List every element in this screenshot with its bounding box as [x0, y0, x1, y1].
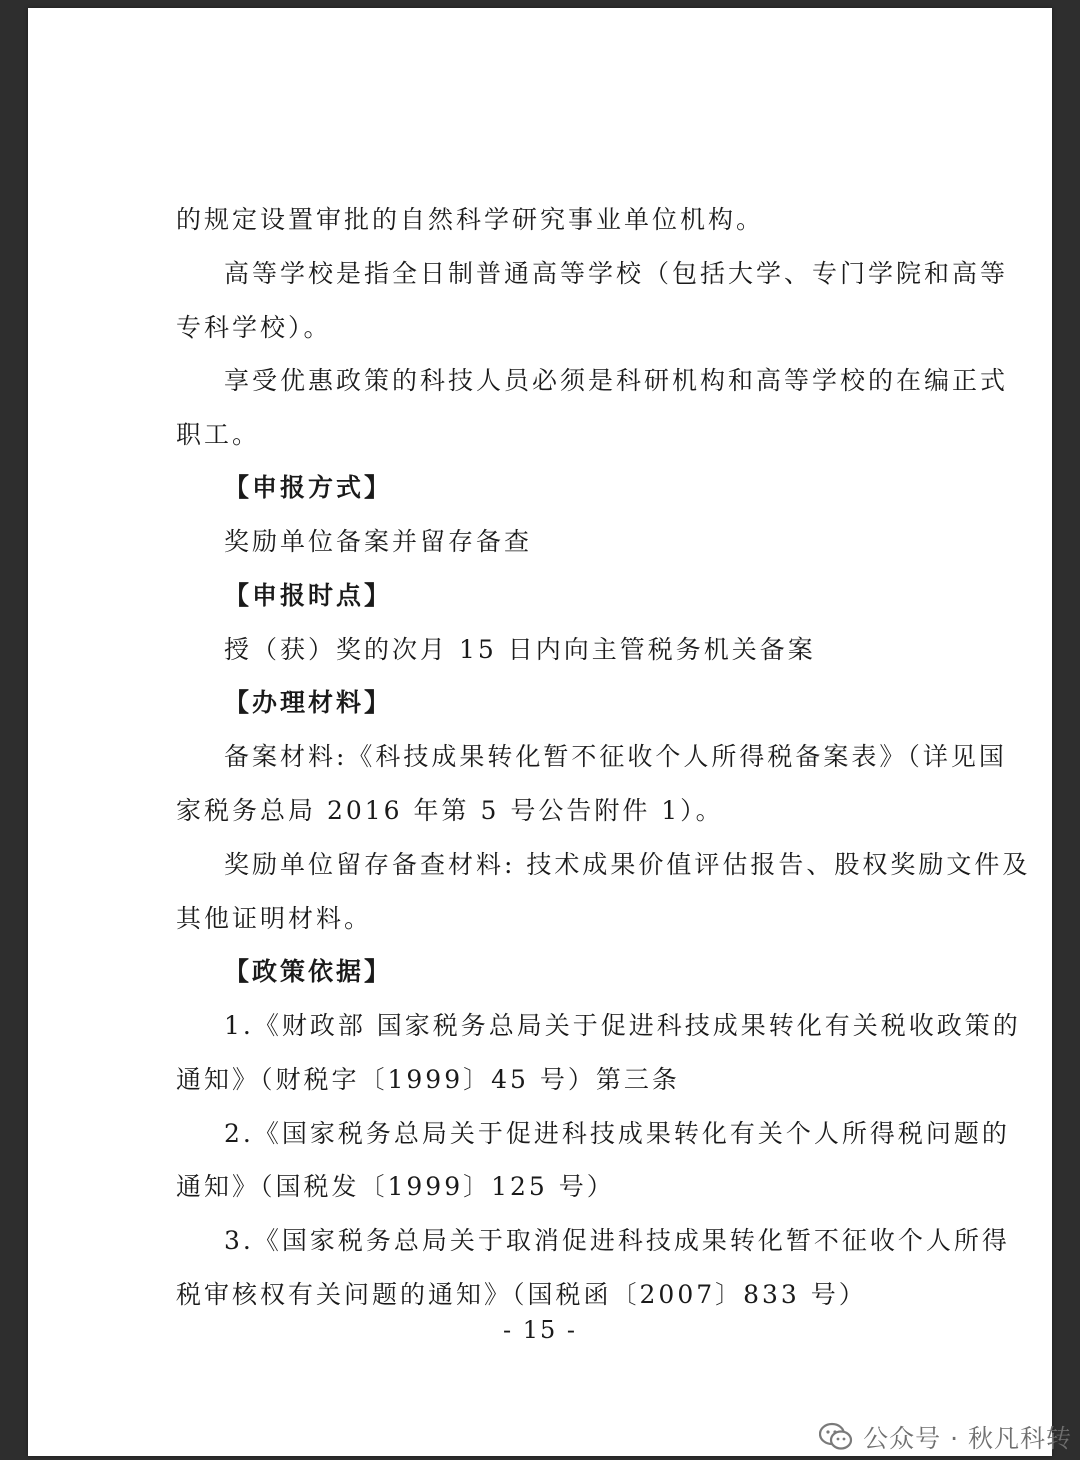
- text-line: 奖励单位备案并留存备查: [224, 527, 533, 556]
- text-line: 授（获）奖的次月 15 日内向主管税务机关备案: [224, 635, 816, 664]
- text-line: 家税务总局 2016 年第 5 号公告附件 1）。: [176, 796, 724, 825]
- text-line: 的规定设置审批的自然科学研究事业单位机构。: [176, 205, 765, 234]
- text-line: 1.《财政部 国家税务总局关于促进科技成果转化有关税收政策的: [224, 1011, 1021, 1040]
- watermark: [819, 1420, 1072, 1454]
- section-heading-policy-basis: 【政策依据】: [224, 957, 393, 986]
- wechat-icon: [819, 1422, 853, 1452]
- text-line: 2.《国家税务总局关于促进科技成果转化有关个人所得税问题的: [224, 1119, 1010, 1148]
- text-line: 通知》（财税字〔1999〕45 号）第三条: [176, 1065, 680, 1094]
- text-line: 其他证明材料。: [176, 904, 373, 933]
- section-heading-materials: 【办理材料】: [224, 688, 393, 717]
- text-line: 奖励单位留存备查材料: 技术成果价值评估报告、股权奖励文件及: [224, 850, 1031, 879]
- document-page: [28, 8, 1052, 1456]
- text-line: 通知》（国税发〔1999〕125 号）: [176, 1172, 615, 1201]
- text-line: 3.《国家税务总局关于取消促进科技成果转化暂不征收个人所得: [224, 1226, 1010, 1255]
- text-line: 备案材料:《科技成果转化暂不征收个人所得税备案表》（详见国: [224, 742, 1007, 771]
- section-heading-filing-method: 【申报方式】: [224, 473, 393, 502]
- watermark-text: 公众号 · 秋凡科转: [863, 1424, 1072, 1453]
- text-line: 享受优惠政策的科技人员必须是科研机构和高等学校的在编正式: [224, 366, 1009, 395]
- section-heading-filing-time: 【申报时点】: [224, 581, 393, 610]
- page-number: - 15 -: [502, 1316, 577, 1344]
- text-line: 专科学校）。: [176, 313, 332, 342]
- text-line: 税审核权有关问题的通知》（国税函〔2007〕833 号）: [176, 1280, 867, 1309]
- text-line: 高等学校是指全日制普通高等学校（包括大学、专门学院和高等: [224, 259, 1009, 288]
- text-line: 职工。: [176, 420, 261, 449]
